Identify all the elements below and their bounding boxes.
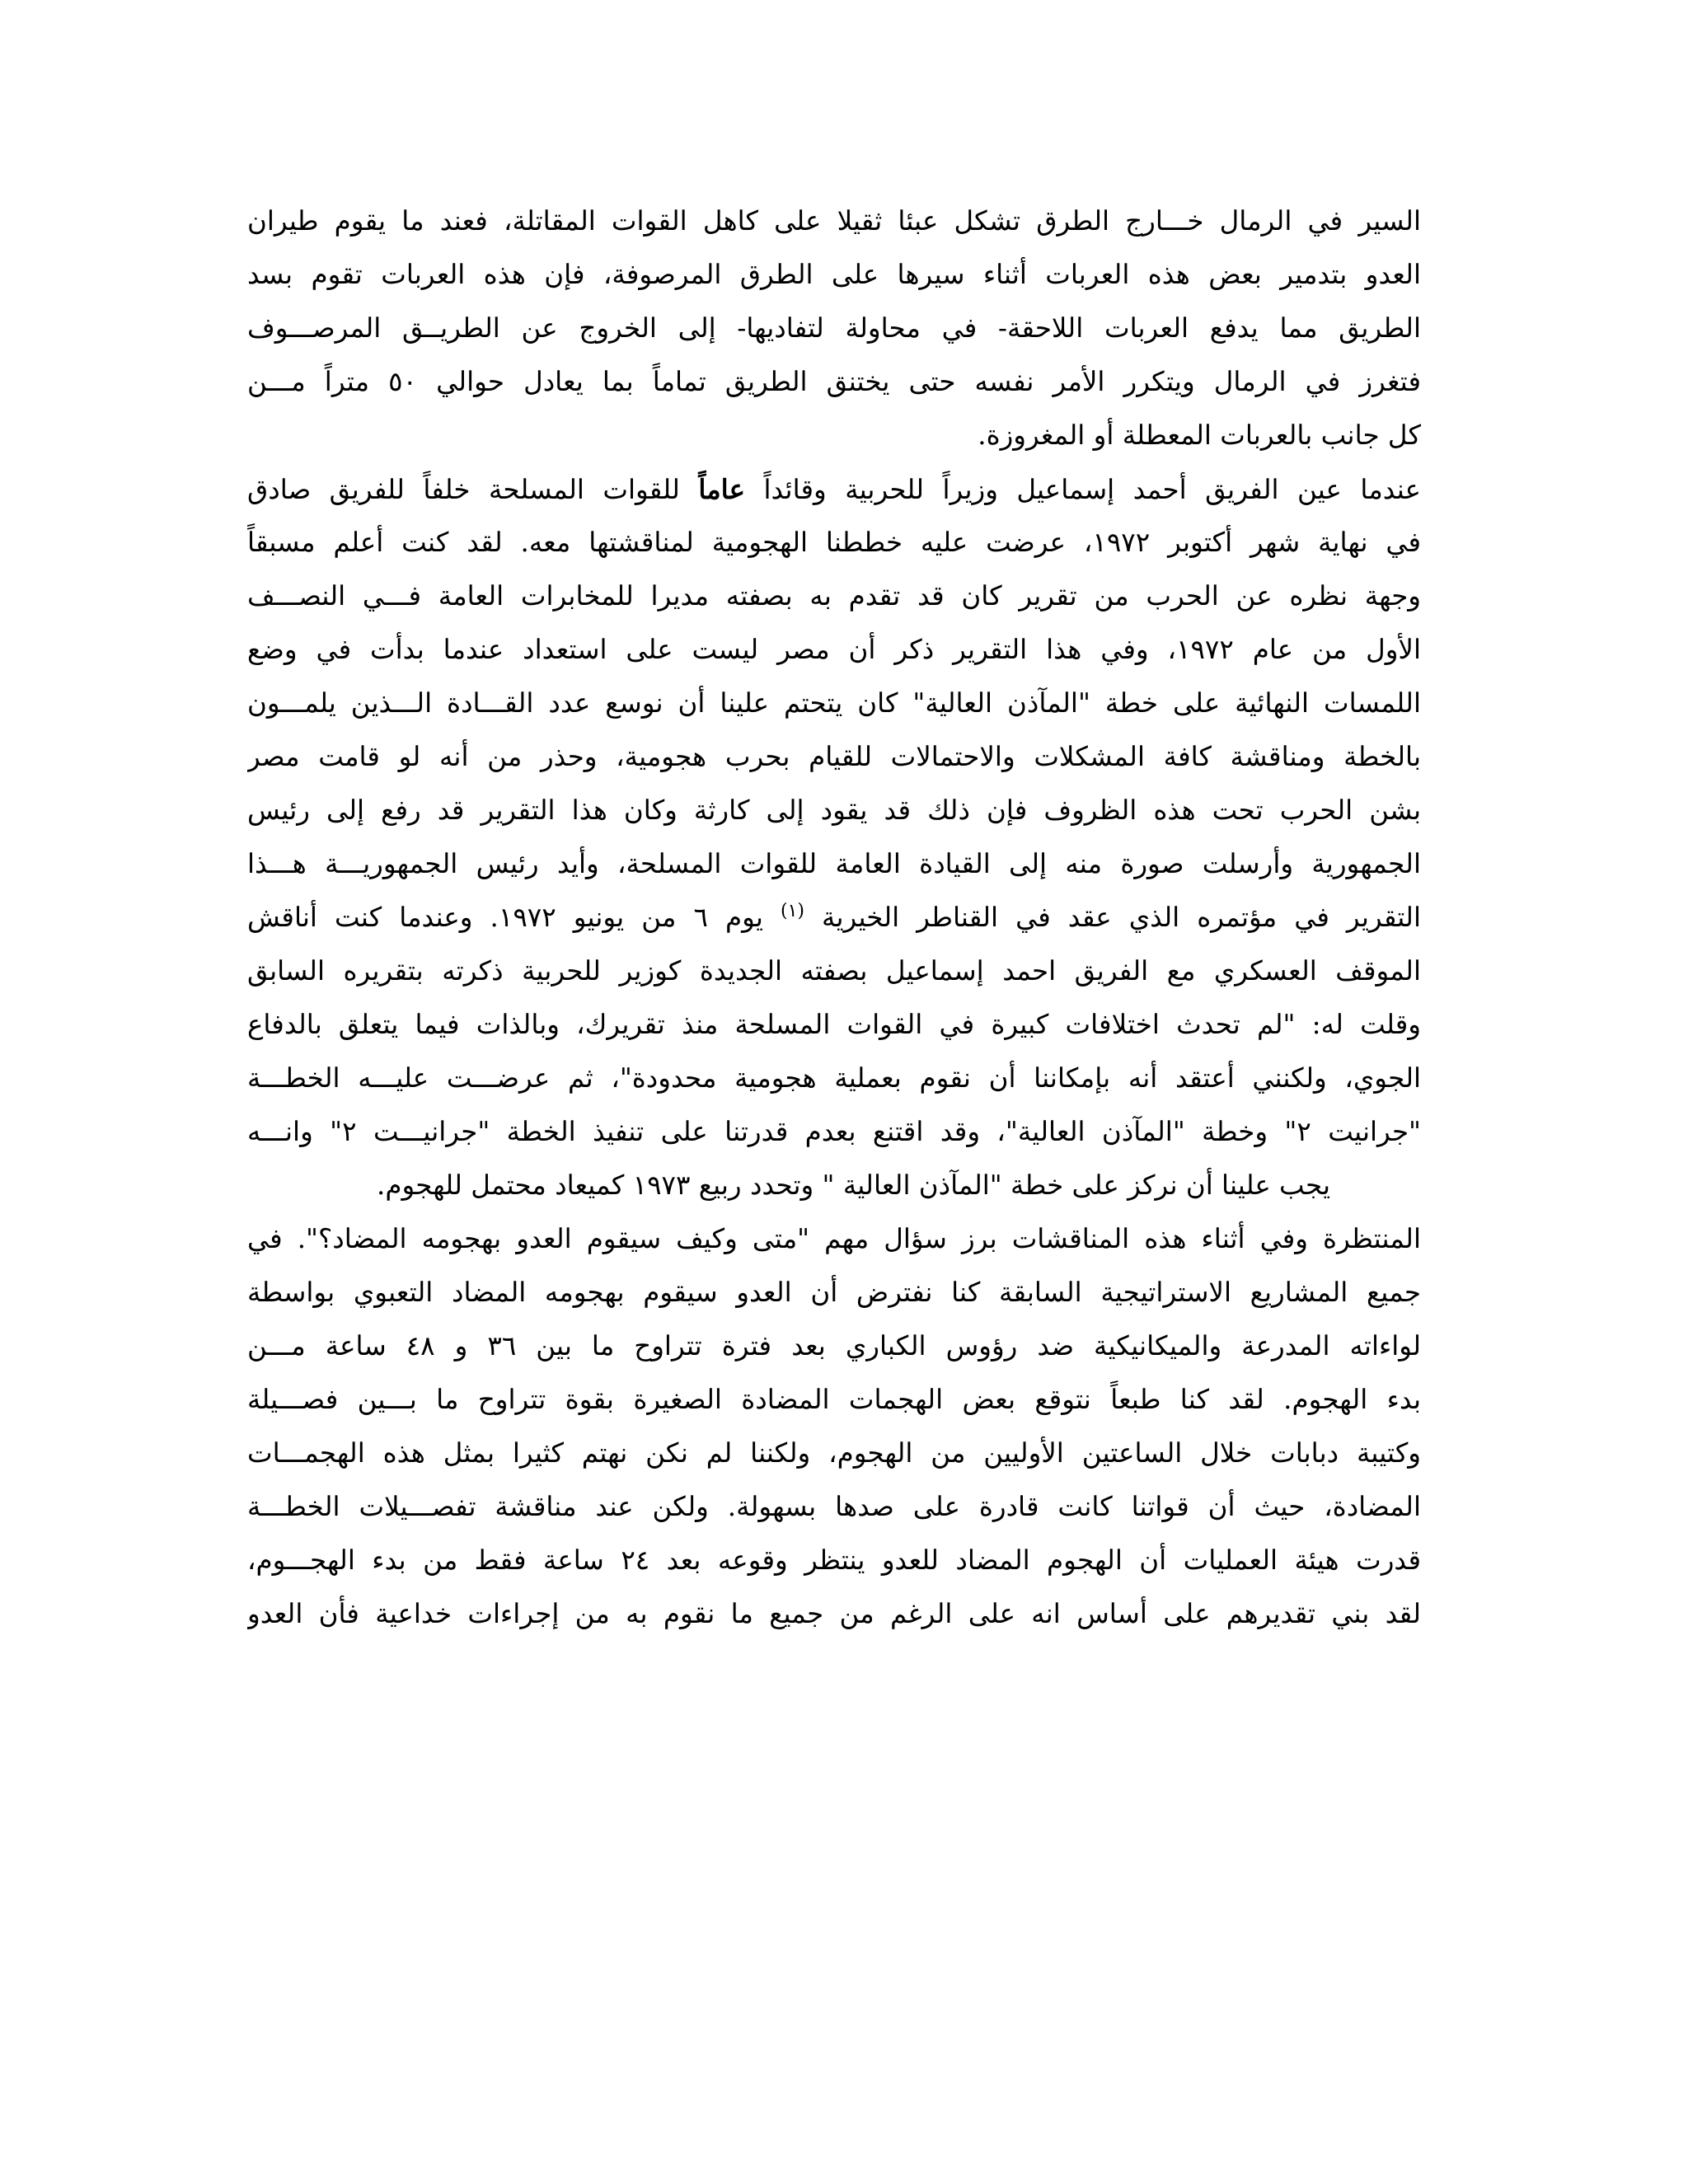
text-line: الجوي، ولكنني أعتقد أنه بإمكاننا أن نقوم بعملية هجومية محدودة"، ثم عرضـــت عليـــه الخطـــة: [247, 1062, 1421, 1094]
text-span: للقوات المسلحة خلفاً للفريق صادق: [247, 474, 699, 505]
text-line: فتغرز في الرمال ويتكرر الأمر نفسه حتى يختنق الطريق تماماً بما يعادل حوالي ٥٠ متراً مـــن: [247, 366, 1421, 397]
text-line: في نهاية شهر أكتوبر ١٩٧٢، عرضت عليه خططنا الهجومية لمناقشتها معه. لقد كنت أعلم مسبقاً: [247, 527, 1421, 558]
text-line: قدرت هيئة العمليات أن الهجوم المضاد للعدو ينتظر وقوعه بعد ٢٤ ساعة فقط من بدء الهجـــوم،: [247, 1544, 1421, 1576]
footnote-marker: (١): [780, 901, 804, 922]
text-line: اللمسات النهائية على خطة "المآذن العالية" كان يتحتم علينا أن نوسع عدد القـــادة الـــذين يلمـــون: [247, 687, 1421, 719]
text-line: لقد بني تقديرهم على أساس انه على الرغم من جميع ما نقوم به من إجراءات خداعية فأن العدو: [247, 1598, 1421, 1629]
text-line: جميع المشاريع الاستراتيجية السابقة كنا نفترض أن العدو سيقوم بهجومه المضاد التعبوي بواسطة: [247, 1277, 1421, 1308]
text-line: الطريق مما يدفع العربات اللاحقة- في محاولة لتفاديها- إلى الخروج عن الطريــق المرصـــوف: [247, 312, 1421, 344]
bold-word: عاماً: [698, 473, 745, 505]
text-line: العدو بتدمير بعض هذه العربات أثناء سيرها على الطرق المرصوفة، فإن هذه العربات تقوم بسد: [247, 259, 1421, 290]
text-line: السير في الرمال خـــارج الطرق تشكل عبئا ثقيلا على كاهل القوات المقاتلة، فعند ما يقوم طيران: [247, 205, 1421, 237]
text-line: الموقف العسكري مع الفريق احمد إسماعيل بصفته الجديدة كوزير للحربية ذكرته بتقريره السابق: [247, 955, 1421, 987]
text-line: الجمهورية وأرسلت صورة منه إلى القيادة العامة للقوات المسلحة، وأيد رئيس الجمهوريـــة هـــذا: [247, 848, 1421, 879]
text-line: بالخطة ومناقشة كافة المشكلات والاحتمالات للقيام بحرب هجومية، وحذر من أنه لو قامت مصر: [247, 741, 1421, 772]
text-line: المضادة، حيث أن قواتنا كانت قادرة على صدها بسهولة. ولكن عند مناقشة تفصـــيلات الخطـــة: [247, 1491, 1421, 1522]
text-span: عندما عين الفريق أحمد إسماعيل وزيراً للحربية وقائداً: [744, 474, 1421, 505]
text-line: [247, 462, 1421, 516]
text-line: لواءاته المدرعة والميكانيكية ضد رؤوس الكباري بعد فترة تتراوح ما بين ٣٦ و ٤٨ ساعة مـــن: [247, 1330, 1421, 1361]
document-body: [247, 194, 1421, 1641]
text-line: الأول من عام ١٩٧٢، وفي هذا التقرير ذكر أن مصر ليست على استعداد عندما بدأت في وضع: [247, 634, 1421, 665]
text-span: التقرير في مؤتمره الذي عقد في القناطر الخيرية: [804, 902, 1421, 933]
text-line: المنتظرة وفي أثناء هذه المناقشات برز سؤال مهم "متى وكيف سيقوم العدو بهجومه المضاد؟". في: [247, 1223, 1421, 1254]
text-line: بشن الحرب تحت هذه الظروف فإن ذلك قد يقود إلى كارثة وكان هذا التقرير قد رفع إلى رئيس: [247, 794, 1421, 826]
text-line: يجب علينا أن نركز على خطة "المآذن العالية " وتحدد ربيع ١٩٧٣ كميعاد محتمل للهجوم.: [377, 1169, 1330, 1201]
text-line: كل جانب بالعربات المعطلة أو المغروزة.: [978, 419, 1421, 451]
text-line: [247, 891, 1421, 944]
text-span: يوم ٦ من يونيو ١٩٧٢. وعندما كنت أناقش: [247, 902, 781, 933]
text-line: وكتيبة دبابات خلال الساعتين الأوليين من الهجوم، ولكننا لم نكن نهتم كثيرا بمثل هذه الهجمـــات: [247, 1437, 1421, 1469]
text-line: "جرانيت ٢" وخطة "المآذن العالية"، وقد اقتنع بعدم قدرتنا على تنفيذ الخطة "جرانيـــت ٢" وانـــه: [247, 1116, 1421, 1147]
text-line: بدء الهجوم. لقد كنا طبعاً نتوقع بعض الهجمات المضادة الصغيرة بقوة تتراوح ما بـــين فصـــيلة: [247, 1384, 1421, 1415]
text-line: وقلت له: "لم تحدث اختلافات كبيرة في القوات المسلحة منذ تقريرك، وبالذات فيما يتعلق بالدفاع: [247, 1009, 1421, 1040]
text-line: وجهة نظره عن الحرب من تقرير كان قد تقدم به بصفته مديرا للمخابرات العامة فـــي النصـــف: [247, 580, 1421, 612]
